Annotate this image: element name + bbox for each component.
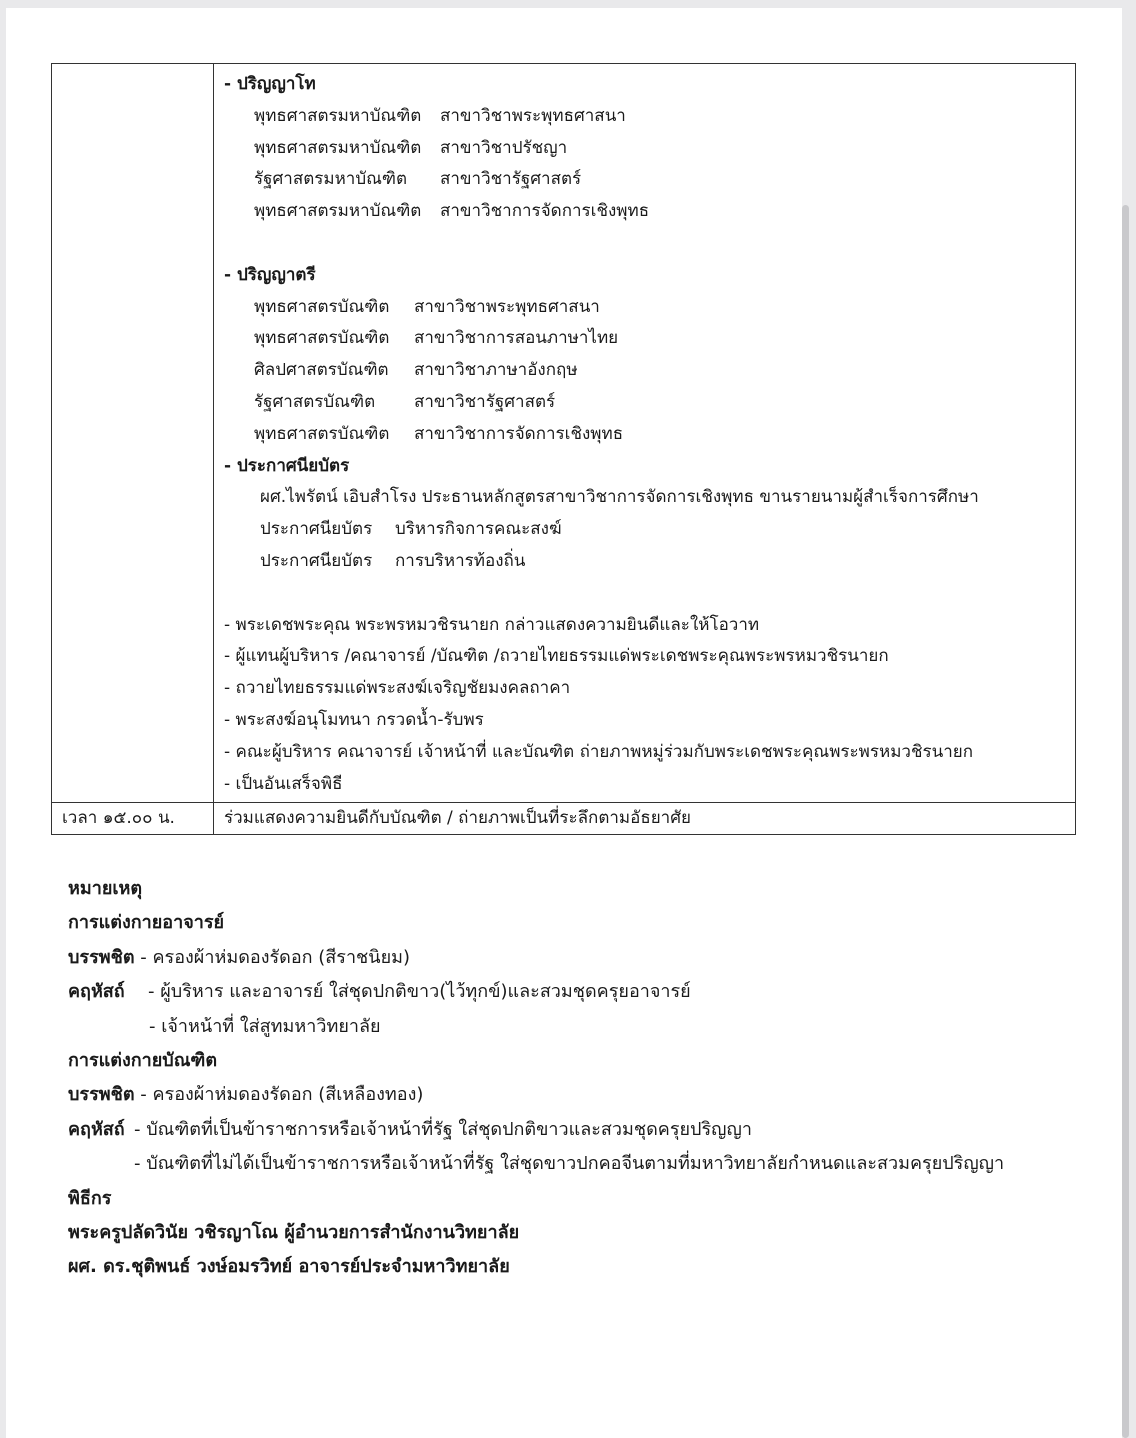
final-activity: ร่วมแสดงความยินดีกับบัณฑิต / ถ่ายภาพเป็นที่ระลึกตามอัธยาศัย — [214, 803, 1076, 835]
graduate-monk-dress: บรรพชิต - ครองผ้าห่มดองรัดอก (สีเหลืองทอง) — [68, 1084, 424, 1106]
time-cell — [52, 64, 214, 803]
teacher-monk-dress: บรรพชิต - ครองผ้าห่มดองรัดอก (สีราชนิยม) — [68, 946, 411, 968]
graduate-dress-heading: การแต่งกายบัณฑิต — [68, 1049, 218, 1071]
list-item: พุทธศาสตรมหาบัณฑิต สาขาวิชาพระพุทธศาสนา — [254, 105, 626, 126]
mc-heading: พิธีกร — [68, 1187, 112, 1209]
final-time: เวลา ๑๕.๐๐ น. — [52, 803, 214, 835]
list-item: พุทธศาสตรมหาบัณฑิต สาขาวิชาปรัชญา — [254, 137, 568, 158]
mc-person: พระครูปลัดวินัย วชิรญาโณ ผู้อำนวยการสำนักงานวิทยาลัย — [68, 1221, 520, 1243]
list-item: ประกาศนียบัตร การบริหารท้องถิ่น — [260, 550, 526, 571]
teacher-lay-dress: คฤหัสถ์ - ผู้บริหาร และอาจารย์ ใส่ชุดปกติขาว(ไว้ทุกข์)และสวมชุดครุยอาจารย์ — [68, 981, 691, 1003]
table-row — [52, 64, 1076, 803]
list-item: พุทธศาสตรบัณฑิต สาขาวิชาพระพุทธศาสนา — [254, 296, 600, 317]
masters-heading: - ปริญญาโท — [224, 74, 316, 94]
graduate-lay-dress-other: - บัณฑิตที่ไม่ได้เป็นข้าราชการหรือเจ้าหน้าที่รัฐ ใส่ชุดขาวปกคอจีนตามที่มหาวิทยาลัยกำหนดและสวมครุยปริญญา — [134, 1153, 1005, 1175]
notes-section — [68, 872, 1088, 1285]
ceremony-step: - คณะผู้บริหาร คณาจารย์ เจ้าหน้าที่ และบัณฑิต ถ่ายภาพหมู่ร่วมกับพระเดชพระคุณพระพรหมวชิรนายก — [224, 741, 974, 762]
spacer — [224, 578, 1067, 610]
certificate-announcer: ผศ.ไพรัตน์ เอิบสำโรง ประธานหลักสูตรสาขาวิชาการจัดการเชิงพุทธ ขานรายนามผู้สำเร็จการศึกษา — [260, 487, 979, 508]
notes-title: หมายเหตุ — [68, 878, 143, 899]
mc-person: ผศ. ดร.ชุติพนธ์ วงษ์อมรวิทย์ อาจารย์ประจำมหาวิทยาลัย — [68, 1256, 510, 1278]
teacher-dress-heading: การแต่งกายอาจารย์ — [68, 912, 225, 934]
list-item: รัฐศาสตรบัณฑิต สาขาวิชารัฐศาสตร์ — [254, 391, 556, 412]
ceremony-step: - ผู้แทนผู้บริหาร /คณาจารย์ /บัณฑิต /ถวายไทยธรรมแด่พระเดชพระคุณพระพรหมวชิรนายก — [224, 646, 889, 667]
bachelors-heading: - ปริญญาตรี — [224, 264, 316, 285]
vertical-scrollbar[interactable] — [1122, 205, 1129, 1438]
table-row — [52, 803, 1076, 835]
ceremony-step: - เป็นอันเสร็จพิธี — [224, 773, 343, 794]
ceremony-step: - พระเดชพระคุณ พระพรหมวชิรนายก กล่าวแสดงความยินดีและให้โอวาท — [224, 614, 760, 635]
list-item: พุทธศาสตรบัณฑิต สาขาวิชาการสอนภาษาไทย — [254, 328, 619, 349]
spacer — [224, 228, 1067, 260]
schedule-table — [51, 63, 1076, 835]
activity-cell — [214, 64, 1076, 803]
list-item: พุทธศาสตรบัณฑิต สาขาวิชาการจัดการเชิงพุทธ — [254, 423, 624, 444]
list-item: ประกาศนียบัตร บริหารกิจการคณะสงฆ์ — [260, 519, 562, 540]
list-item: พุทธศาสตรมหาบัณฑิต สาขาวิชาการจัดการเชิงพุทธ — [254, 201, 650, 222]
certificates-heading: - ประกาศนียบัตร — [224, 455, 350, 476]
list-item: ศิลปศาสตรบัณฑิต สาขาวิชาภาษาอังกฤษ — [254, 360, 578, 381]
list-item: รัฐศาสตรมหาบัณฑิต สาขาวิชารัฐศาสตร์ — [254, 169, 582, 190]
ceremony-step: - ถวายไทยธรรมแด่พระสงฆ์เจริญชัยมงคลถาคา — [224, 678, 571, 699]
teacher-lay-dress-staff: - เจ้าหน้าที่ ใส่สูทมหาวิทยาลัย — [149, 1015, 381, 1037]
graduate-lay-dress: คฤหัสถ์ - บัณฑิตที่เป็นข้าราชการหรือเจ้าหน้าที่รัฐ ใส่ชุดปกติขาวและสวมชุดครุยปริญญา — [68, 1118, 752, 1140]
ceremony-step: - พระสงฆ์อนุโมทนา กรวดน้ำ-รับพร — [224, 709, 484, 730]
